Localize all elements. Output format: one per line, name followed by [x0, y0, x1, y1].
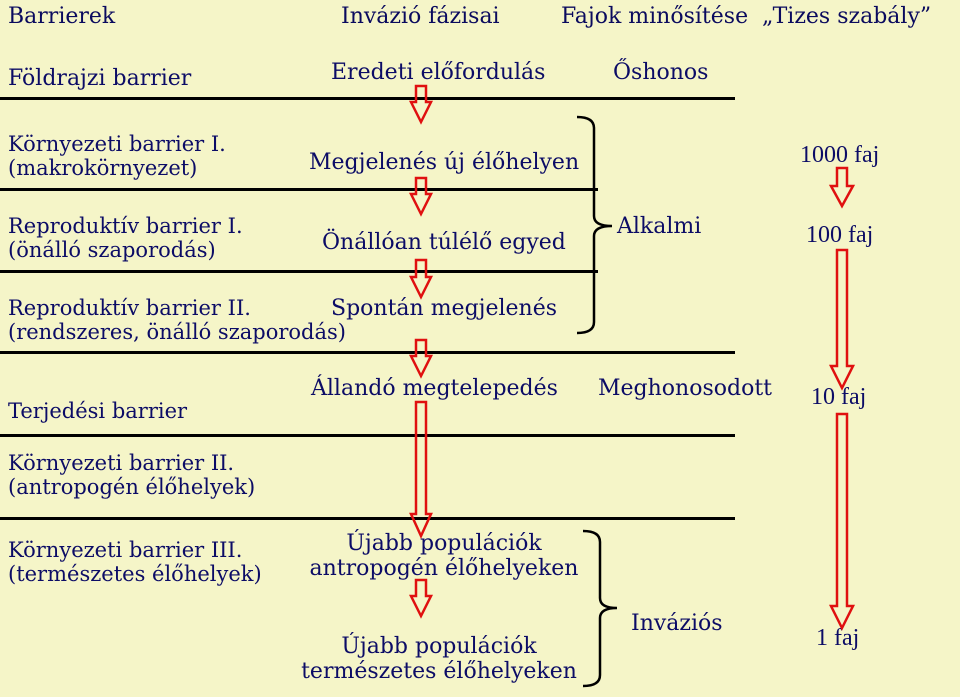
- phase-original: Eredeti előfordulás: [331, 60, 546, 85]
- arrow-down-icon: [411, 86, 431, 122]
- rule-1000: 1000 faj: [800, 142, 880, 168]
- bracket-casual: [577, 117, 612, 333]
- arrow-down-long-icon: [831, 414, 853, 628]
- arrow-down-icon: [831, 168, 853, 206]
- phase-permanent: Állandó megtelepedés: [311, 376, 558, 401]
- barrier-geographic: Földrajzi barrier: [8, 66, 192, 91]
- arrow-down-long-icon: [831, 250, 853, 388]
- barrier-env2: Környezeti barrier II. (antropogén élőhelyek): [8, 451, 256, 500]
- header-barriers: Barrierek: [8, 4, 116, 29]
- rule-10: 10 faj: [811, 384, 867, 410]
- bracket-invasive: [583, 531, 617, 686]
- header-tens-rule: „Tizes szabály”: [762, 4, 932, 29]
- rule-100: 100 faj: [806, 222, 874, 248]
- phase-new-natural: Újabb populációk természetes élőhelyeken: [301, 634, 577, 685]
- class-native: Őshonos: [613, 60, 709, 85]
- barrier-repro2: Reproduktív barrier II. (rendszeres, önálló szaporodás): [8, 296, 346, 345]
- barrier-dispersal: Terjedési barrier: [8, 399, 188, 423]
- phase-spontaneous: Spontán megjelenés: [331, 296, 558, 321]
- arrow-down-icon: [411, 580, 431, 616]
- barrier-env3: Környezeti barrier III. (természetes élőhelyek): [8, 538, 262, 587]
- class-naturalized: Meghonosodott: [598, 376, 773, 401]
- barrier-env1: Környezeti barrier I. (makrokörnyezet): [8, 132, 226, 181]
- arrow-down-icon: [411, 340, 431, 376]
- class-casual: Alkalmi: [617, 214, 702, 239]
- header-phases: Invázió fázisai: [341, 4, 500, 29]
- phase-new-anthropogenic: Újabb populációk antropogén élőhelyeken: [309, 531, 579, 582]
- arrow-down-long-icon: [411, 402, 431, 536]
- header-species-class: Fajok minősítése: [561, 4, 749, 29]
- phase-self-surviving: Önállóan túlélő egyed: [322, 230, 566, 255]
- class-invasive: Inváziós: [631, 611, 723, 636]
- phase-appearance: Megjelenés új élőhelyen: [309, 150, 580, 175]
- barrier-repro1: Reproduktív barrier I. (önálló szaporodás): [8, 214, 243, 263]
- rule-1: 1 faj: [816, 625, 860, 651]
- arrow-down-icon: [411, 260, 431, 297]
- arrow-down-icon: [411, 178, 431, 214]
